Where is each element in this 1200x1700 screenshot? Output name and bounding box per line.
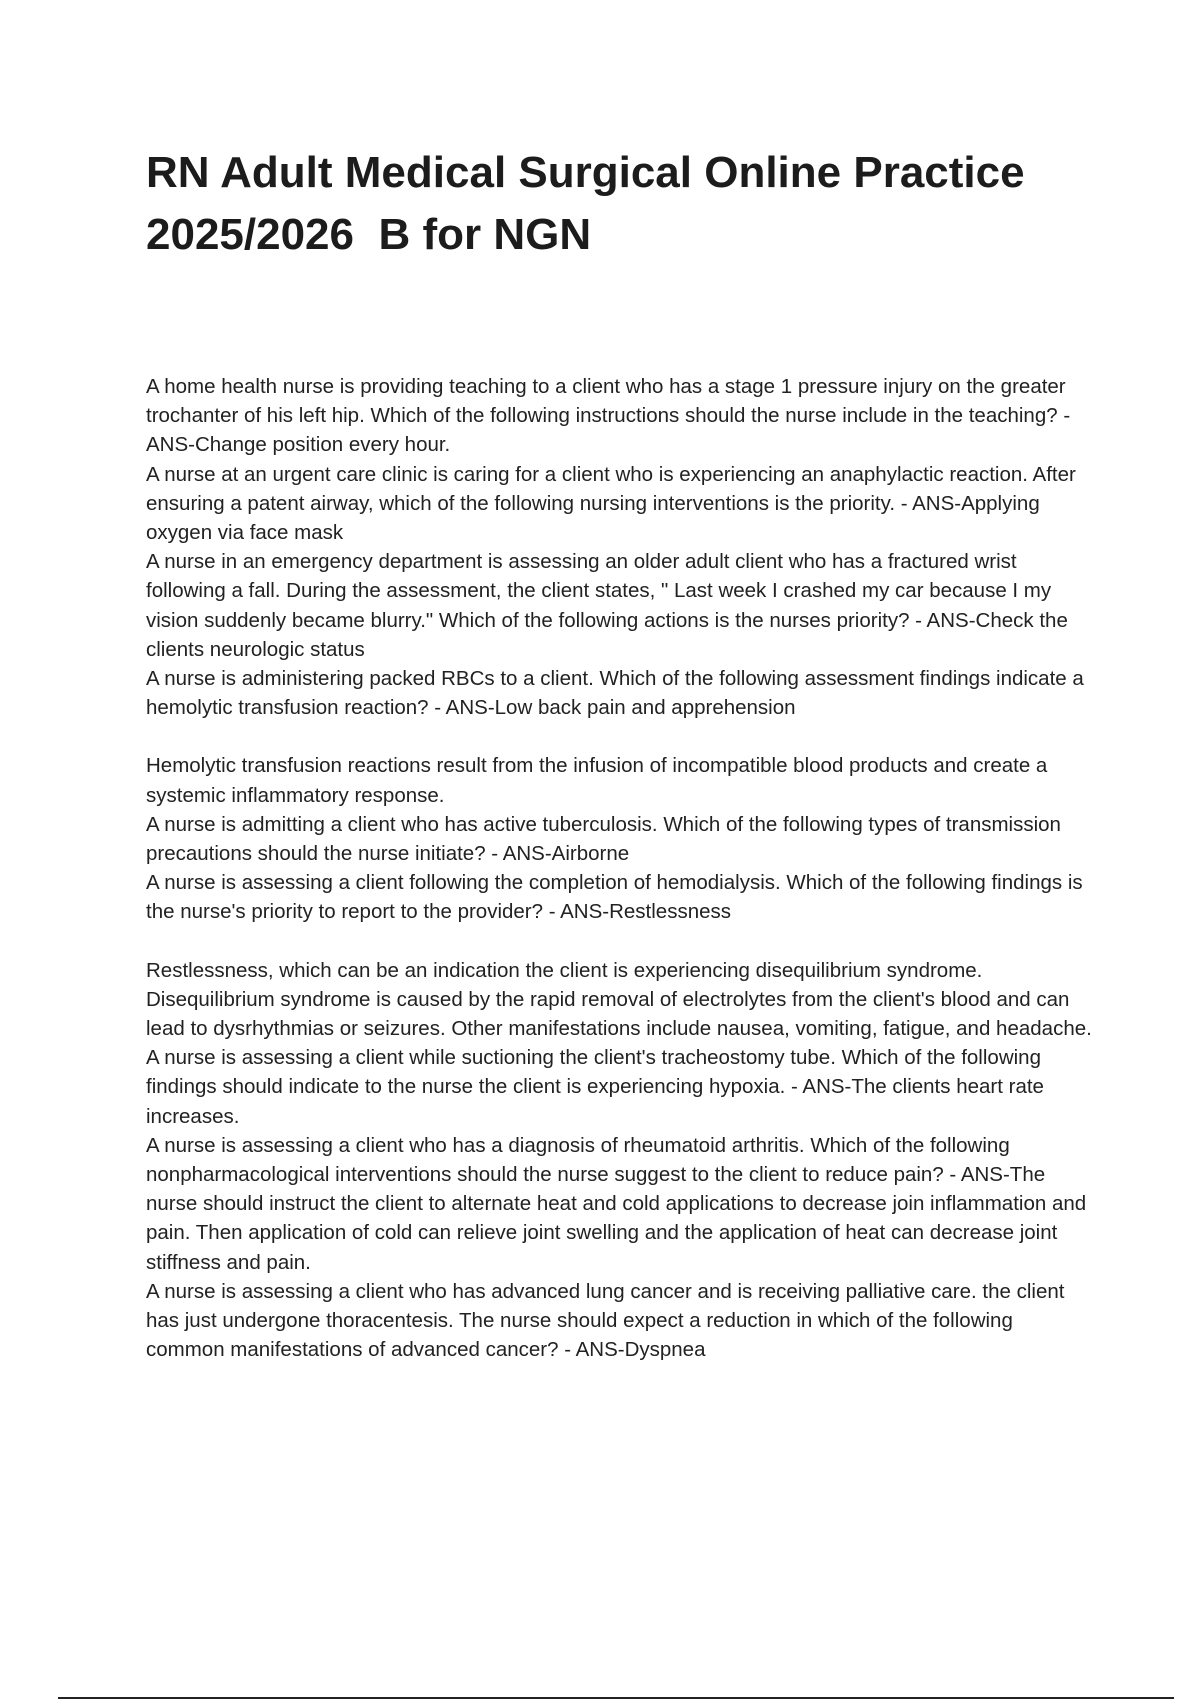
question-answer-9: A nurse is assessing a client who has advanced lung cancer and is receiving palliative care. the client has just undergone thoracentesis. The nurse should expect a reduction in which of the following common manifestations of advanced cancer? - ANS-Dyspnea bbox=[146, 1279, 1071, 1362]
rationale-paragraph-1: Hemolytic transfusion reactions result from the infusion of incompatible blood products and create a systemic inflammatory response. bbox=[146, 754, 1054, 807]
document-body bbox=[146, 372, 1096, 1365]
question-answer-6: A nurse is assessing a client following the completion of hemodialysis. Which of the following findings is the nurse's priority to report to the provider? - ANS-Restlessness bbox=[146, 871, 1089, 924]
question-answer-5: A nurse is admitting a client who has active tuberculosis. Which of the following types of transmission precautions should the nurse initiate? - ANS-Airborne bbox=[146, 812, 1067, 866]
rationale-paragraph-2: Restlessness, which can be an indication the client is experiencing disequilibrium syndrome. Disequilibrium syndrome is caused by the rapid removal of electrolytes from the client's blood and can lead to dysrhythmias or seizures. Other manifestations include nausea, vomiting, fatigue, and headache. bbox=[146, 958, 1092, 1041]
question-answer-3: A nurse in an emergency department is assessing an older adult client who has a fractured wrist following a fall. During the assessment, the client states, " Last week I crashed my car because I my vision suddenly became blurry." Which of the following actions is the nurses priority? - ANS-Check the clients neurologic status bbox=[146, 550, 1074, 661]
question-answer-7: A nurse is assessing a client while suctioning the client's tracheostomy tube. Which of the following findings should indicate to the nurse the client is experiencing hypoxia. - ANS-The clients heart rate increases. bbox=[146, 1046, 1050, 1128]
question-answer-1: A home health nurse is providing teaching to a client who has a stage 1 pressure injury on the greater trochanter of his left hip. Which of the following instructions should the nurse include in the teaching? - ANS-Change position every hour. bbox=[146, 375, 1075, 457]
document-title: RN Adult Medical Surgical Online Practice 2025/2026 B for NGN bbox=[146, 148, 1025, 259]
question-answer-2: A nurse at an urgent care clinic is caring for a client who is experiencing an anaphylactic reaction. After ensuring a patent airway, which of the following nursing interventions is the priority. - ANS-Applying oxygen via face mask bbox=[146, 462, 1082, 545]
page-bottom-divider bbox=[58, 1697, 1174, 1699]
question-answer-8: A nurse is assessing a client who has a diagnosis of rheumatoid arthritis. Which of the following nonpharmacological interventions should the nurse suggest to the client to reduce pain? - ANS-The nurse should instruct the client to alternate heat and cold applications to decrease join inflammation and pain. Then application of cold can relieve joint swelling and the application of heat can decrease joint stiffness and pain. bbox=[146, 1133, 1092, 1274]
question-answer-4: A nurse is administering packed RBCs to a client. Which of the following assessment findings indicate a hemolytic transfusion reaction? - ANS-Low back pain and apprehension bbox=[146, 667, 1090, 720]
